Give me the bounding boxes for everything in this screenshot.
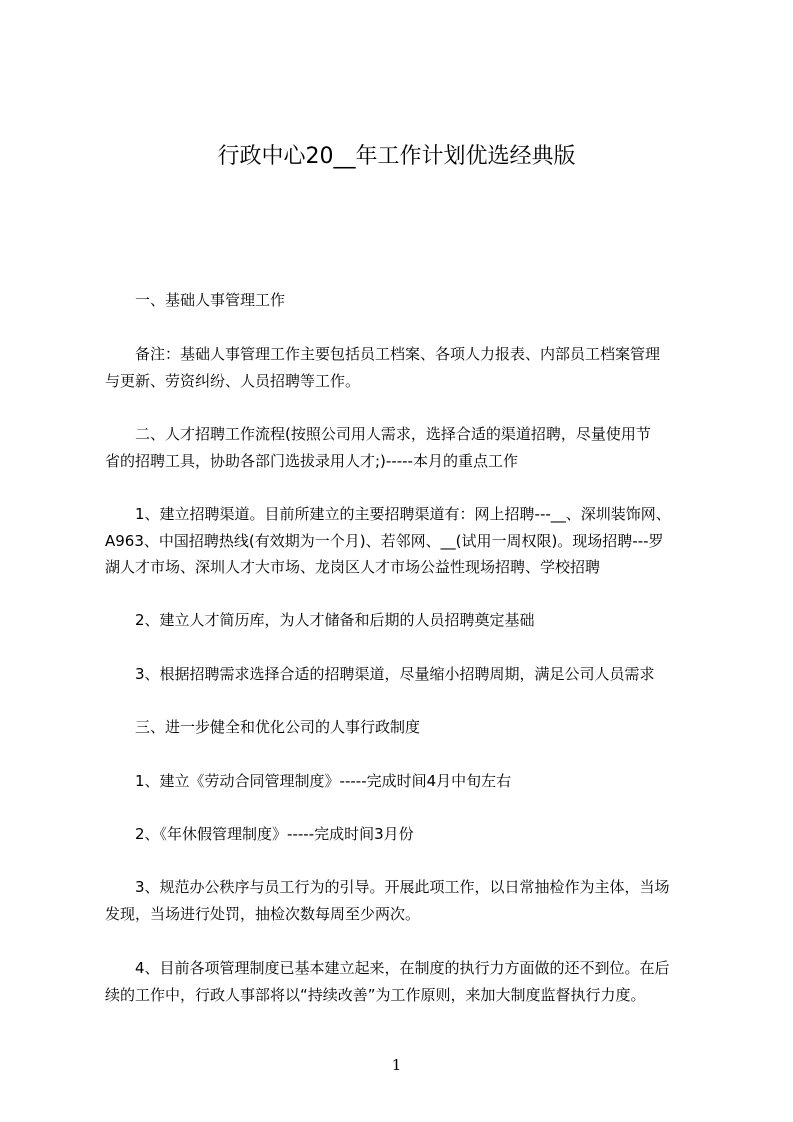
paragraph-line: 与更新、劳资纠纷、人员招聘等工作。 [105,372,361,390]
section-heading-3: 三、进一步健全和优化公司的人事行政制度 [105,718,421,736]
paragraph-line: 4、目前各项管理制度已基本建立起来，在制度的执行力方面做的还不到位。在后 [105,959,670,977]
paragraph-line: 2、《年休假管理制度》-----完成时间3月份 [105,825,414,843]
paragraph-line: 1、建立招聘渠道。目前所建立的主要招聘渠道有：网上招聘---__、深圳装饰网、 [105,505,671,523]
paragraph-line: 3、规范办公秩序与员工行为的引导。开展此项工作，以日常抽检作为主体，当场 [105,878,670,896]
paragraph-line: A963、中国招聘热线(有效期为一个月)、若邻网、__(试用一周权限)。现场招聘---罗 [105,532,664,550]
paragraph-line: 发现，当场进行处罚，抽检次数每周至少两次。 [105,905,421,923]
paragraph-line: 2、建立人才简历库，为人才储备和后期的人员招聘奠定基础 [105,611,535,629]
paragraph-line: 3、根据招聘需求选择合适的招聘渠道，尽量缩小招聘周期，满足公司人员需求 [105,665,655,683]
page-number: 1 [391,1056,402,1074]
paragraph-line: 省的招聘工具，协助各部门选拔录用人才;)-----本月的重点工作 [105,452,518,470]
paragraph-line: 续的工作中，行政人事部将以“持续改善”为工作原则，来加大制度监督执行力度。 [105,986,646,1004]
section-heading-2: 二、人才招聘工作流程(按照公司用人需求，选择合适的渠道招聘，尽量使用节 [105,425,651,443]
paragraph-line: 备注：基础人事管理工作主要包括员工档案、各项人力报表、内部员工档案管理 [105,345,661,363]
document-title: 行政中心20__年工作计划优选经典版 [217,144,576,169]
paragraph-line: 湖人才市场、深圳人才大市场、龙岗区人才市场公益性现场招聘、学校招聘 [105,558,601,576]
paragraph-line: 1、建立《劳动合同管理制度》-----完成时间4月中旬左右 [105,772,512,790]
section-heading-1: 一、基础人事管理工作 [105,291,286,309]
